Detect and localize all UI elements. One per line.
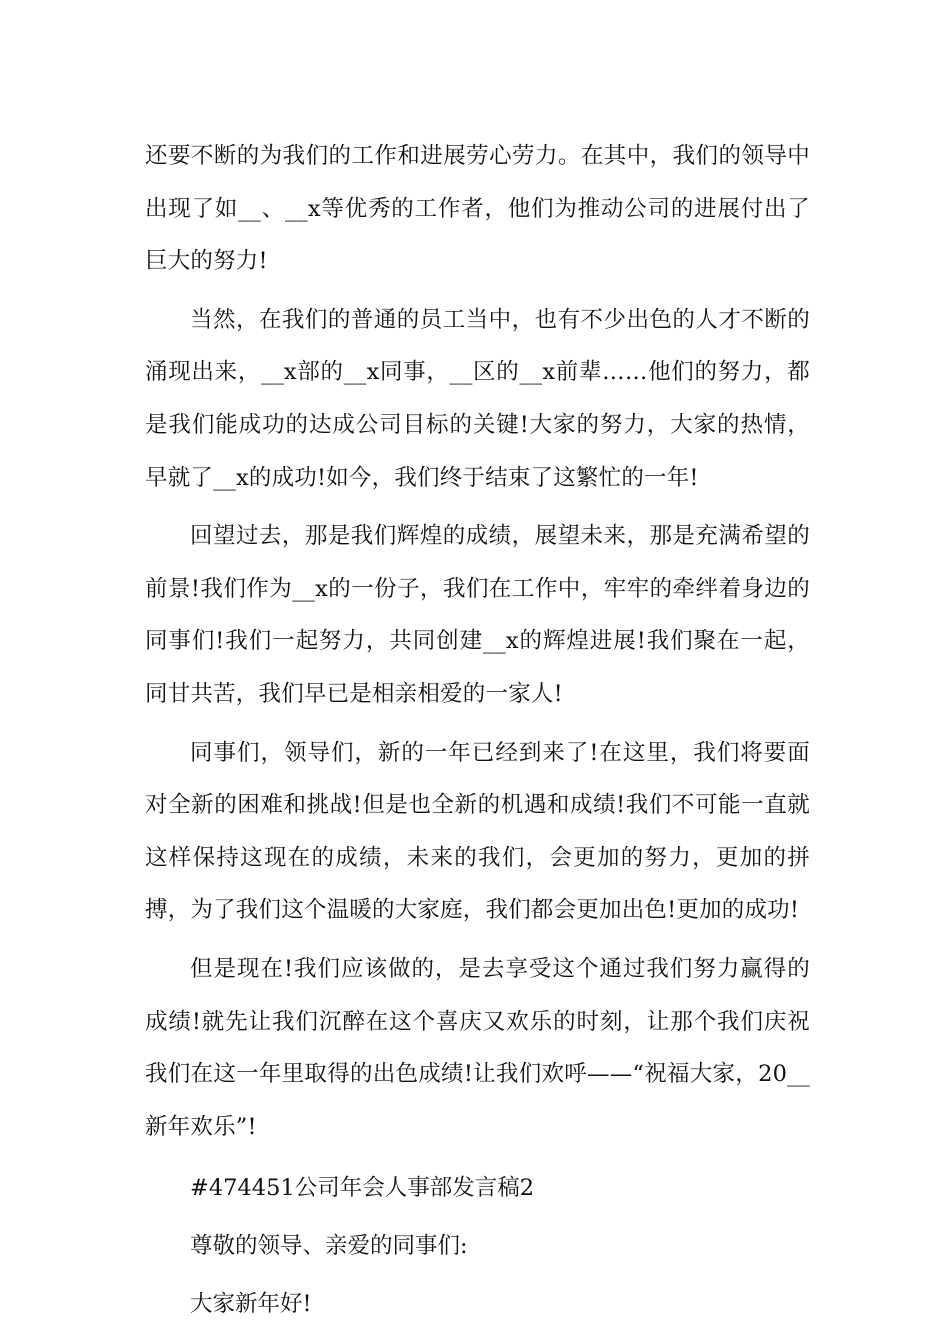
- paragraph-continuation: 还要不断的为我们的工作和进展劳心劳力。在其中，我们的领导中出现了如__、__x等优秀的工作者，他们为推动公司的进展付出了巨大的努力!: [145, 143, 810, 275]
- paragraph-review: 回望过去，那是我们辉煌的成绩，展望未来，那是充满希望的前景!我们作为__x的一份子，我们在工作中，牢牢的牵绊着身边的同事们!我们一起努力，共同创建__x的辉煌进展!我们聚在一起，同甘共苦，我们早已是相亲相爱的一家人!: [145, 523, 810, 707]
- paragraph-new-year: 同事们，领导们，新的一年已经到来了!在这里，我们将要面对全新的困难和挑战!但是也全新的机遇和成绩!我们不可能一直就这样保持这现在的成绩，未来的我们，会更加的努力，更加的拼搏，为了我们这个温暖的大家庭，我们都会更加出色!更加的成功!: [145, 739, 810, 924]
- paragraph-staff: 当然，在我们的普通的员工当中，也有不少出色的人才不断的涌现出来，__x部的__x同事，__区的__x前辈……他们的努力，都是我们能成功的达成公司目标的关键!大家的努力，大家的热情，早就了__x的成功!如今，我们终于结束了这繁忙的一年!: [145, 306, 810, 491]
- document-page: [145, 130, 810, 1333]
- salutation: 尊敬的领导、亲爱的同事们:: [190, 1233, 468, 1260]
- speech-heading: #474451公司年会人事部发言稿2: [190, 1175, 535, 1202]
- greeting: 大家新年好!: [190, 1291, 312, 1318]
- paragraph-celebrate: 但是现在!我们应该做的，是去享受这个通过我们努力赢得的成绩!就先让我们沉醉在这个喜庆又欢乐的时刻，让那个我们庆祝我们在这一年里取得的出色成绩!让我们欢呼——“祝福大家，20__新年欢乐”!: [145, 955, 810, 1140]
